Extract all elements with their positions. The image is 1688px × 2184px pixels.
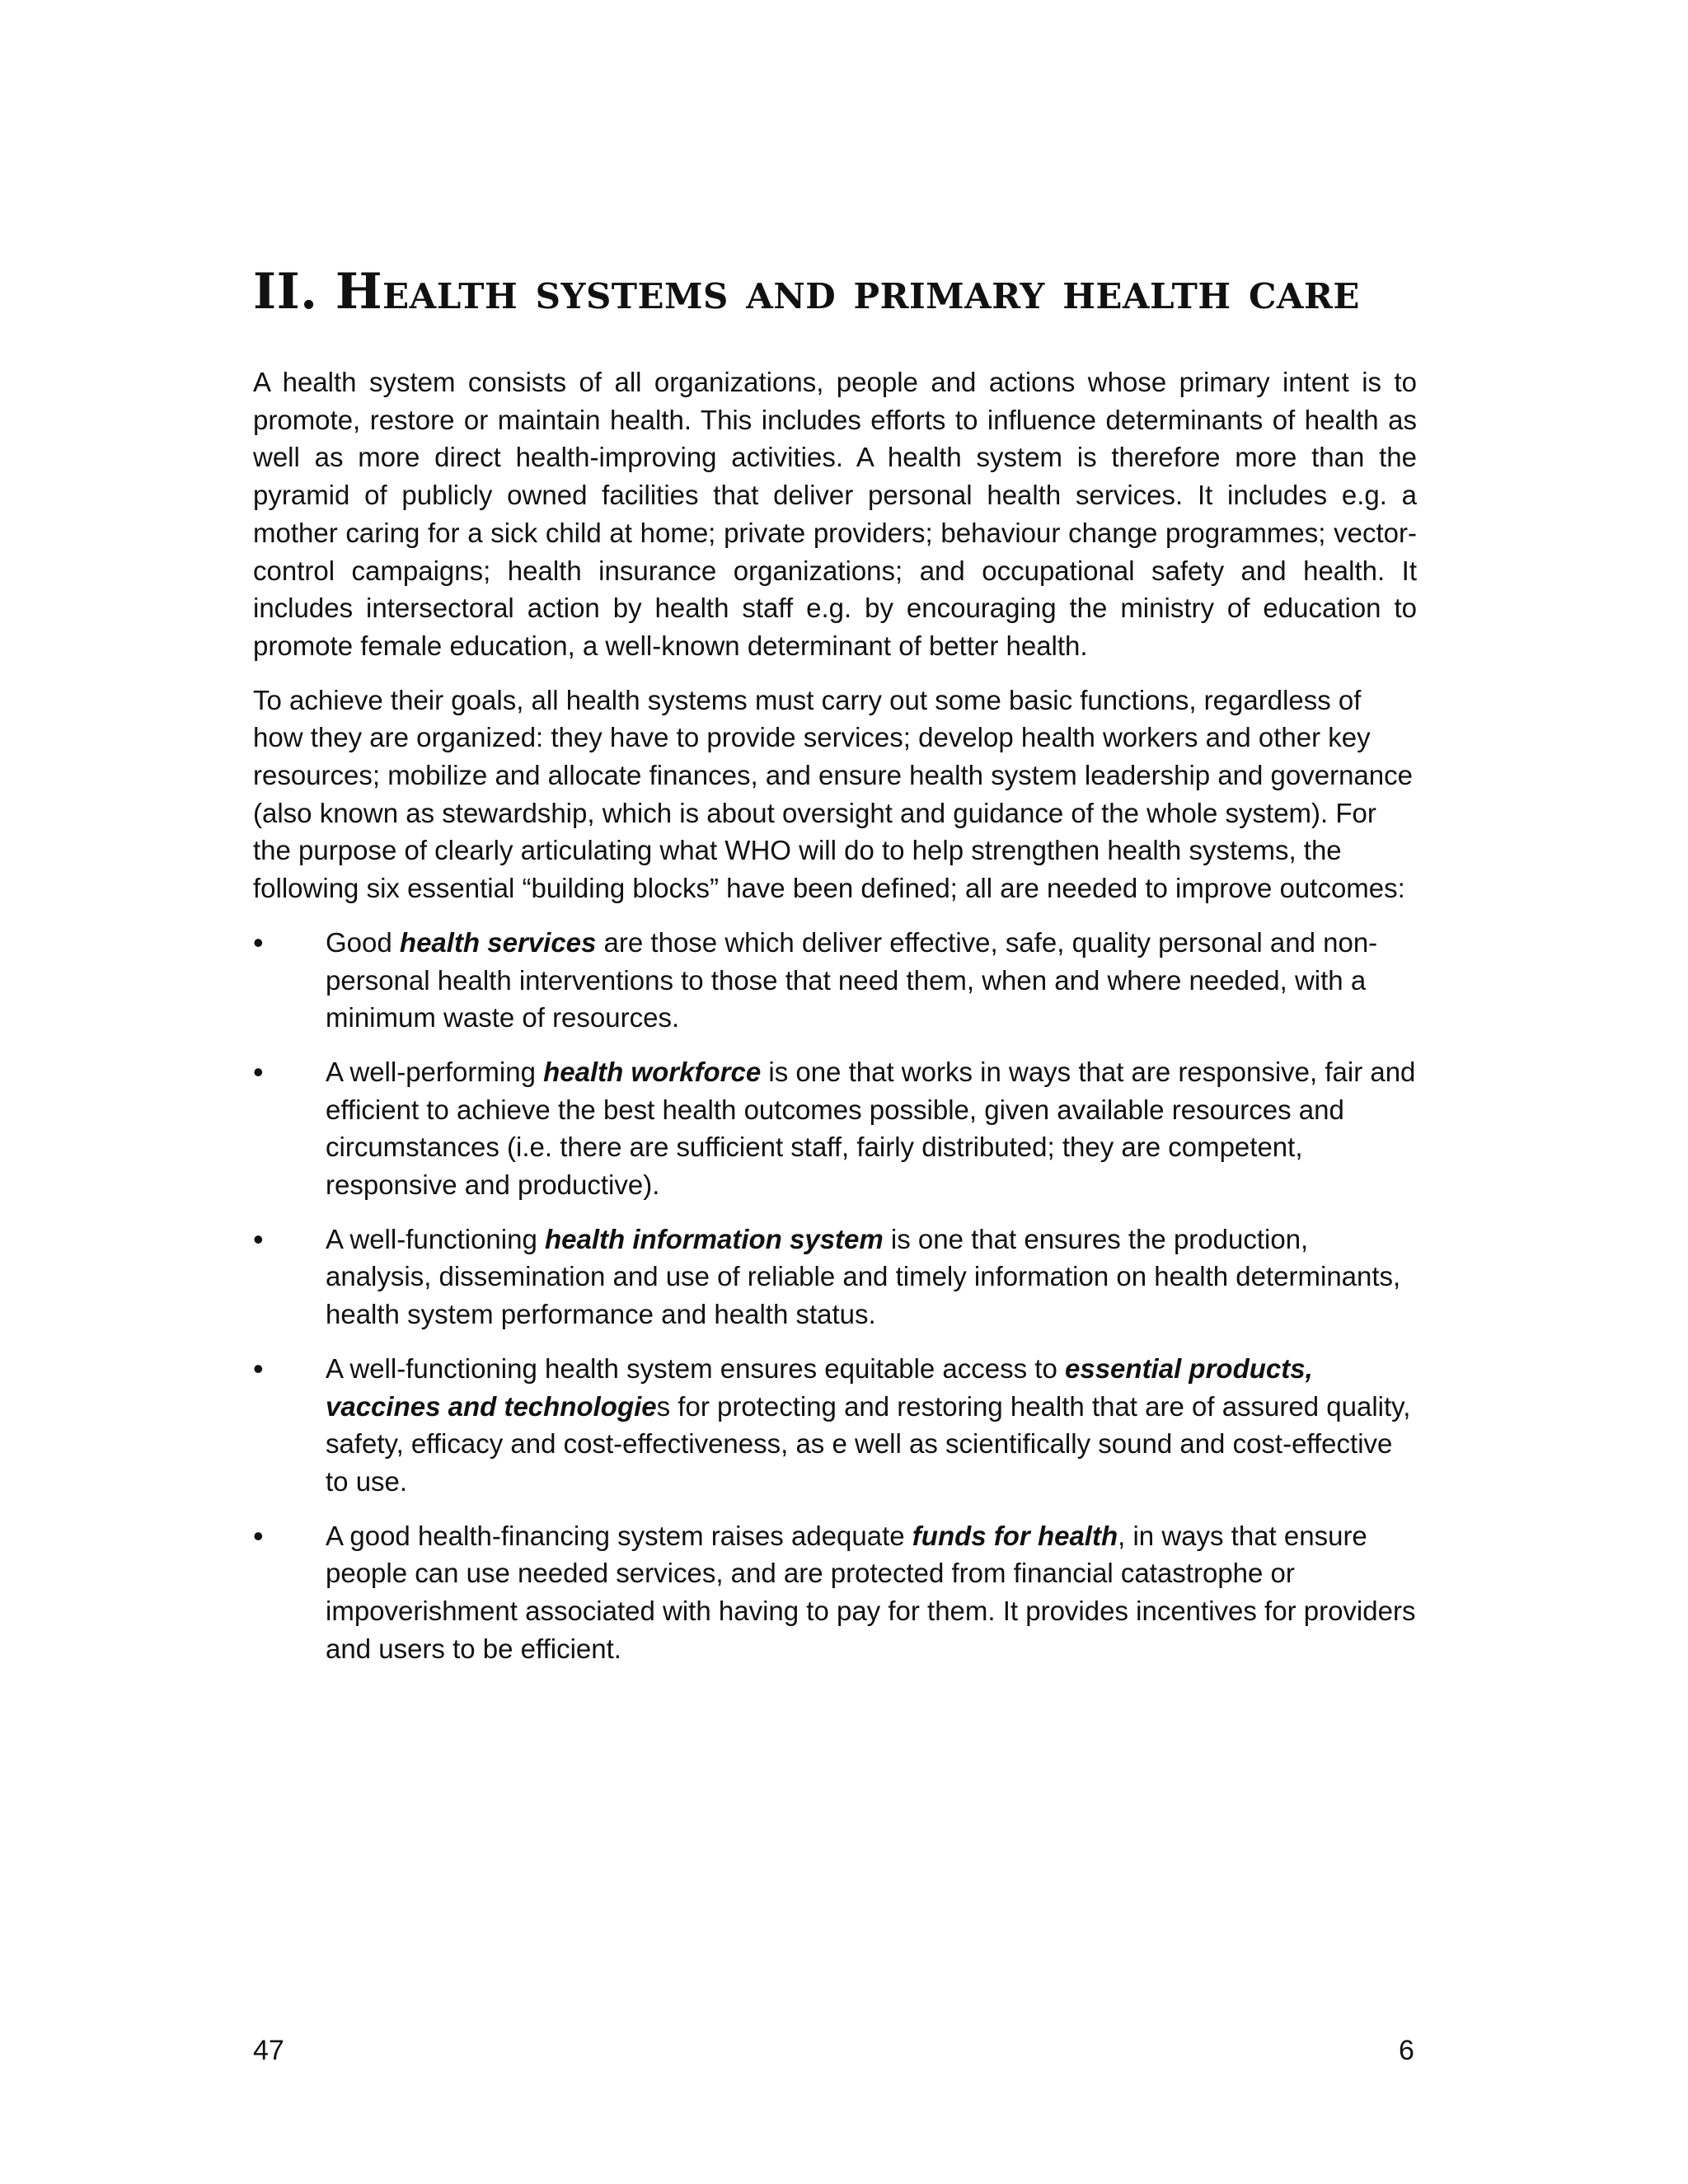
list-item-text-before: A well-functioning health system ensures equitable access to: [326, 1352, 1065, 1384]
page-content: [253, 264, 1417, 1685]
list-item-essential-products: [253, 1350, 1417, 1501]
intro-paragraph: A health system consists of all organizations, people and actions whose primary intent is to promote, restore or maintain health. This includes efforts to influence determinants of health as well as more direct health-improving activities. A health system is therefore more than the pyramid of publicly owned facilities that deliver personal health services. It includes e.g. a mother caring for a sick child at home; private providers; behaviour change programmes; vector-control campaigns; health insurance organizations; and occupational safety and health. It includes intersectoral action by health staff e.g. by encouraging the ministry of education to promote female education, a well-known determinant of better health.: [253, 367, 1417, 661]
bullet-icon: •: [253, 1054, 264, 1089]
list-item-emphasis: health workforce: [543, 1056, 762, 1087]
list-item-text-after: , in ways that ensure people can use needed services, and are protected from financial catastrophe or impoverishment associated with having to pay for them. It provides incentives for providers and users to be efficient.: [326, 1520, 1416, 1664]
list-item-emphasis: funds for health: [912, 1520, 1118, 1551]
list-item-text-before: A good health-financing system raises adequate: [326, 1520, 912, 1551]
list-item-health-information-system: [253, 1221, 1417, 1333]
list-item-health-workforce: [253, 1053, 1417, 1204]
list-item-emphasis: health information system: [544, 1223, 884, 1254]
bullet-icon: •: [253, 1518, 264, 1553]
page-number-right: 6: [1399, 2035, 1414, 2066]
bullet-icon: •: [253, 1221, 264, 1256]
bullet-icon: •: [253, 925, 264, 959]
list-item-text-before: A well-performing: [326, 1056, 544, 1087]
list-item-emphasis: essential products, vaccines and technologie: [326, 1352, 1313, 1422]
building-blocks-list: [253, 924, 1417, 1668]
list-item-text-after: s for protecting and restoring health that are of assured quality, safety, efficacy and cost-effectiveness, as e well as scientifically sound and cost-effective to use.: [326, 1390, 1411, 1497]
bullet-icon: •: [253, 1351, 264, 1385]
list-item-health-services: [253, 924, 1417, 1037]
section-title: II. Health systems and primary health care: [253, 263, 1360, 321]
functions-paragraph: To achieve their goals, all health systems must carry out some basic functions, regardless of how they are organized: they have to provide services; develop health workers and other key resources; mobilize and allocate finances, and ensure health system leadership and governance (also known as stewardship, which is about oversight and guidance of the whole system). For the purpose of clearly articulating what WHO will do to help strengthen health systems, the following six essential “building blocks” have been defined; all are needed to improve outcomes:: [253, 684, 1414, 904]
list-item-text-after: is one that works in ways that are responsive, fair and efficient to achieve the best health outcomes possible, given available resources and circumstances (i.e. there are sufficient staff, fairly distributed; they are competent, responsive and productive).: [326, 1056, 1416, 1201]
list-item-funds-for-health: [253, 1517, 1417, 1668]
page-number-left: 47: [253, 2035, 284, 2066]
list-item-emphasis: health services: [399, 926, 597, 958]
list-item-text-after: is one that ensures the production, analysis, dissemination and use of reliable and timely information on health determinants, health system performance and health status.: [326, 1223, 1401, 1330]
list-item-text-before: A well-functioning: [326, 1223, 545, 1254]
list-item-text-after: are those which deliver effective, safe, quality personal and non-personal health interventions to those that need them, when and where needed, with a minimum waste of resources.: [326, 926, 1378, 1033]
list-item-text-before: Good: [326, 926, 400, 958]
